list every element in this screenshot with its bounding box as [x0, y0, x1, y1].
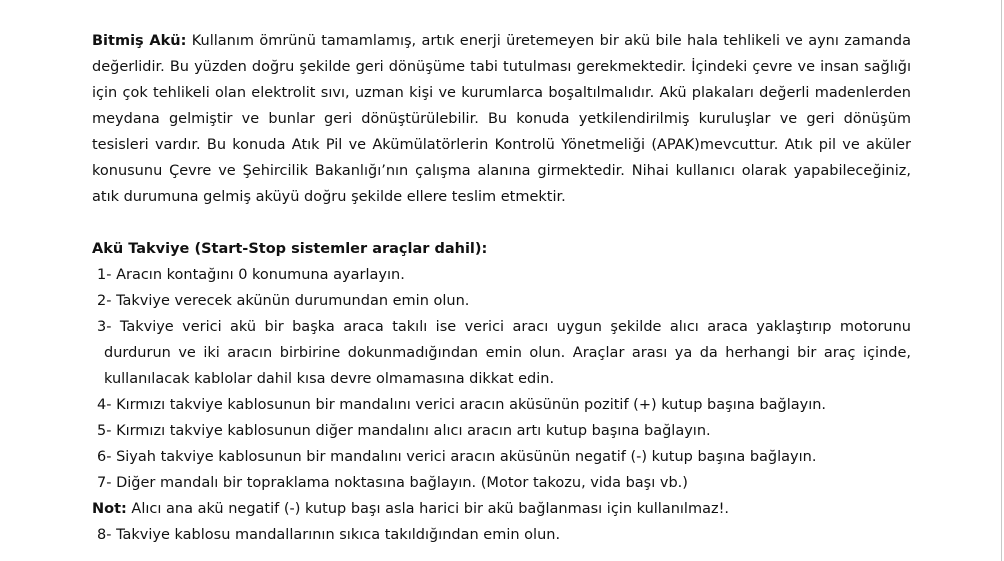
step-5: 5- Kırmızı takviye kablosunun diğer mandalını alıcı aracın artı kutup başına bağlayın.	[97, 423, 711, 439]
step-3: 3- Takviye verici akü bir başka araca takılı ise verici aracı uygun şekilde alıcı araca yaklaştırıp motorunu durdurun ve iki aracın birbirine dokunmadığından emin olun. Araçlar arası ya da herhangi bir araç içinde, kullanılacak kablolar dahil kısa devre olmamasına dikkat edin.	[97, 319, 911, 387]
step-6: 6- Siyah takviye kablosunun bir mandalını verici aracın aküsünün negatif (-) kutup başına bağlayın.	[97, 449, 817, 465]
intro-label: Bitmiş Akü:	[92, 33, 187, 49]
paragraph-spacer	[92, 210, 911, 236]
step-2: 2- Takviye verecek akünün durumundan emin olun.	[97, 293, 470, 309]
step-4: 4- Kırmızı takviye kablosunun bir mandalını verici aracın aküsünün pozitif (+) kutup başına bağlayın.	[97, 397, 827, 413]
note-text: Alıcı ana akü negatif (-) kutup başı asla harici bir akü bağlanması için kullanılmaz!.	[126, 501, 730, 517]
step-1: 1- Aracın kontağını 0 konumuna ayarlayın.	[97, 267, 405, 283]
document-body	[92, 28, 911, 548]
note-line	[92, 496, 911, 522]
intro-text: Kullanım ömrünü tamamlamış, artık enerji üretemeyen bir akü bile hala tehlikeli ve aynı zamanda değerlidir. Bu yüzden doğru şekilde geri dönüşüme tabi tutulması gerekmektedir. İçindeki çevre ve insan sağlığı için çok tehlikeli olan elektrolit sıvı, uzman kişi ve kurumlarca boşaltılmalıdır. Akü plakaları değerli madenlerden meydana gelmiştir ve bunlar geri dönüştürülebilir. Bu konuda yetkilendirilmiş kuruluşlar ve geri dönüşüm tesisleri vardır. Bu konuda Atık Pil ve Akümülatörlerin Kontrolü Yönetmeliği (APAK)mevcuttur. Atık pil ve aküler konusunu Çevre ve Şehircilik Bakanlığı’nın çalışma alanına girmektedir. Nihai kullanıcı olarak yapabileceğiniz, atık durumuna gelmiş aküyü doğru şekilde ellere teslim etmektir.	[92, 33, 911, 205]
step-8: 8- Takviye kablosu mandallarının sıkıca takıldığından emin olun.	[97, 527, 561, 543]
note-label: Not:	[92, 501, 127, 517]
page-edge-divider	[1001, 0, 1002, 561]
section-heading: Akü Takviye (Start-Stop sistemler araçlar dahil):	[92, 241, 488, 257]
step-7: 7- Diğer mandalı bir topraklama noktasına bağlayın. (Motor takozu, vida başı vb.)	[97, 475, 688, 491]
intro-paragraph	[92, 28, 911, 210]
